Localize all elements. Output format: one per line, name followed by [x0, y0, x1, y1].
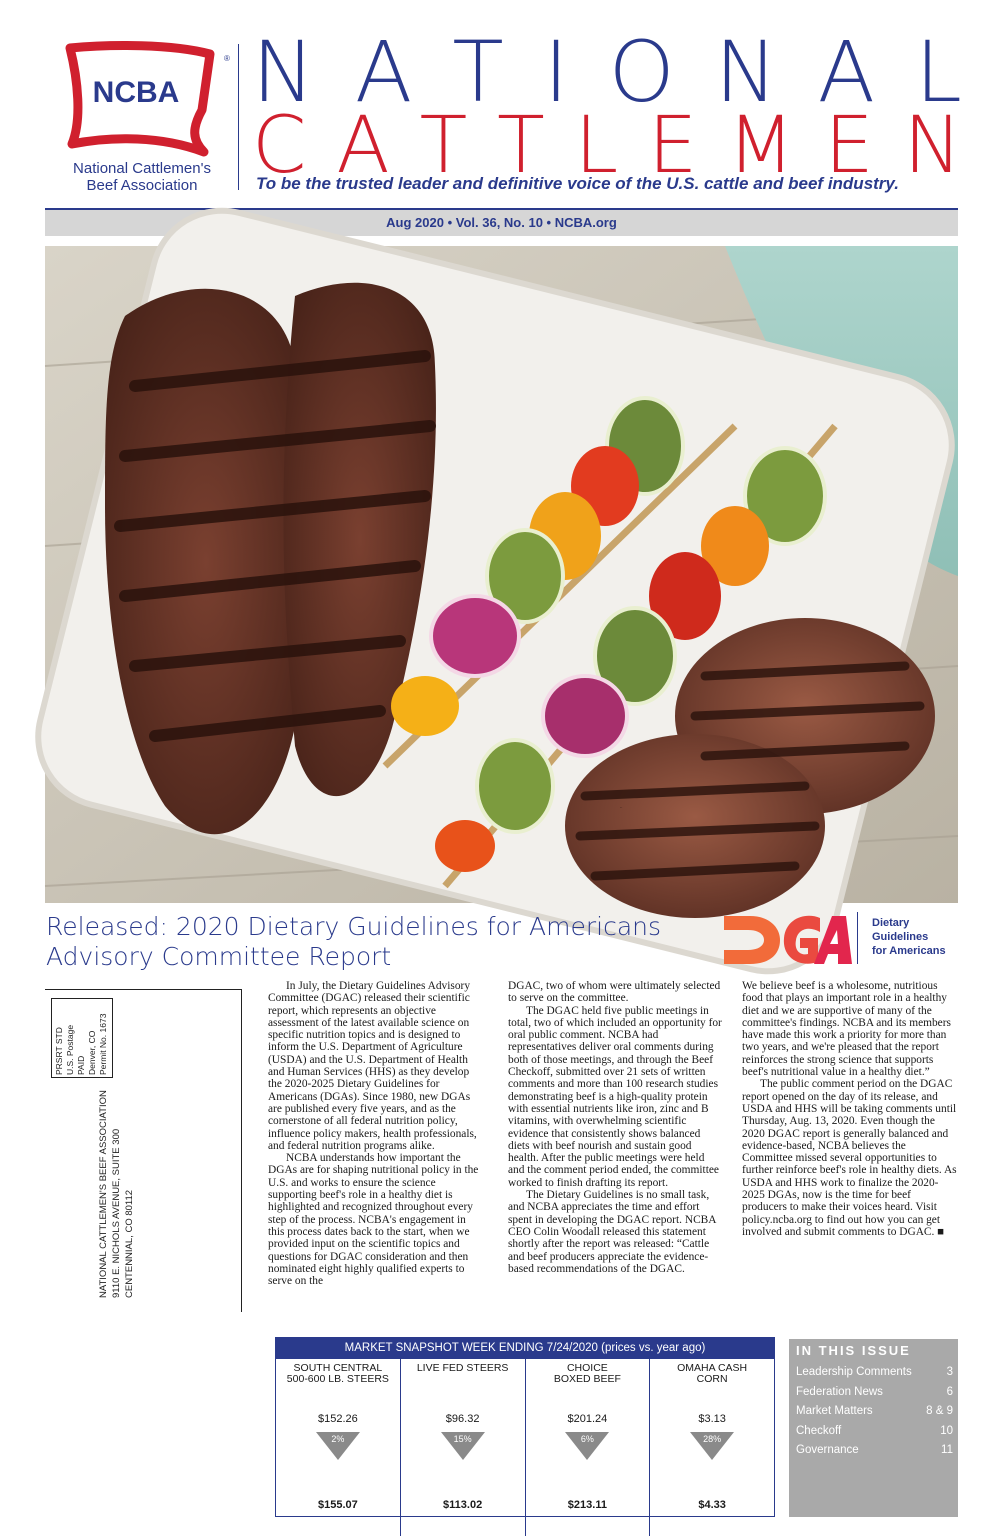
- issue-item-page: 6: [946, 1385, 953, 1398]
- market-item-change: 28%: [703, 1434, 722, 1444]
- article-column-1: [268, 980, 482, 1287]
- market-snapshot: [275, 1337, 775, 1517]
- market-item-name: [276, 1363, 400, 1385]
- indicia-line: Permit No. 1673: [98, 1013, 108, 1075]
- market-snapshot-title: MARKET SNAPSHOT WEEK ENDING 7/24/2020 (prices vs. year ago): [276, 1338, 774, 1359]
- issue-item-page: 8 & 9: [926, 1405, 953, 1417]
- cover-photo: [45, 246, 958, 903]
- indicia-line: U.S. Postage: [65, 1024, 75, 1075]
- dga-wordmark: [872, 916, 946, 958]
- indicia-line: Denver, CO: [87, 1030, 97, 1075]
- article-paragraph: DGAC, two of whom were ultimately selected to serve on the committee.: [508, 980, 721, 1005]
- title-letter: E: [648, 101, 698, 191]
- market-item-name-line: BOXED BEEF: [553, 1373, 621, 1385]
- title-letter: N: [252, 23, 315, 121]
- masthead-divider: [238, 44, 239, 190]
- dga-mark-icon: [620, 808, 852, 968]
- issue-item-label: Checkoff: [796, 1424, 842, 1437]
- title-letter: A: [336, 101, 390, 191]
- dga-wordmark-line: Guidelines: [872, 931, 929, 943]
- market-item-year-ago-price: $213.11: [567, 1499, 607, 1511]
- article-headline: [46, 912, 726, 972]
- title-letter: N: [714, 23, 778, 121]
- market-item-current-price: $152.26: [317, 1413, 358, 1425]
- market-item-name-line: 500-600 LB. STEERS: [286, 1373, 389, 1385]
- issue-item-page: 11: [941, 1444, 953, 1456]
- article-paragraph: NCBA understands how important the DGAs are for shaping nutritional policy in the U.S. and works to ensure the science supporting beef's role in a healthy diet is highlighted and recognized throughout every step of the process. NCBA's engagement in this process dates back to the start, when we provided input on the scientific topics and questions for DGAC consideration and then nominated eight highly qualified experts to serve on the: [268, 1152, 479, 1288]
- issue-item-label: Federation News: [796, 1385, 883, 1398]
- title-letter: L: [915, 23, 962, 121]
- market-item-change: 6%: [580, 1434, 594, 1444]
- logo-subtitle-line: National Cattlemen's: [73, 160, 211, 177]
- indicia-text: [54, 1014, 109, 1075]
- market-item-name-line: CORN: [696, 1373, 728, 1385]
- dga-wordmark-line: for Americans: [872, 945, 946, 957]
- market-item: [526, 1359, 651, 1536]
- article-paragraph: The DGAC held five public meetings in total, two of which included an opportunity for oral public comment. NCBA had representatives deliver oral comments during both of those meetings, and through the Beef Checkoff, submitted over 21 sets of written comments and more than 100 research studies demonstrating beef is a high-quality protein with essential nutrients like iron, zinc and B vitamins, with overwhelming scientific evidence that consistently shows balanced diets with beef nourish and sustain good health. After the public meetings were held and the comment period ended, the committee worked to finish drafting its report.: [508, 1004, 722, 1189]
- market-item-current-price: $201.24: [567, 1413, 608, 1425]
- logo-wordmark: NCBA: [92, 76, 180, 109]
- grilled-steak-platter-image: [45, 246, 958, 903]
- title-letter: I: [543, 23, 569, 121]
- market-item-name: [650, 1363, 774, 1385]
- market-item-year-ago-price: $113.02: [443, 1499, 483, 1511]
- article-paragraph: We believe beef is a wholesome, nutritious food that plays an important role in a healthy diet and we are supportive of many of the committee's findings. NCBA and its members have made this work a priority for more than two years, and we're pleased that the report reinforces the strong science that supports beef's nutritional value in a healthy diet.”: [742, 980, 951, 1079]
- dga-logo: [620, 808, 960, 968]
- headline-line: Advisory Committee Report: [46, 942, 392, 971]
- title-letter: L: [574, 101, 619, 191]
- market-item-change: 2%: [331, 1434, 345, 1444]
- title-letter: T: [419, 101, 468, 191]
- market-item: [276, 1359, 401, 1536]
- mailing-panel: [45, 989, 242, 1312]
- market-item-name-line: CHOICE: [566, 1362, 608, 1374]
- title-letter: C: [252, 101, 307, 191]
- return-address: [97, 1090, 136, 1298]
- title-letter: A: [817, 23, 876, 121]
- article-paragraph: In July, the Dietary Guidelines Advisory Committee (DGAC) released their scientific report, which represents an objective assessment of the latest available science on specific nutrition topics and is designed to inform the U.S. Department of Agriculture (USDA) and the U.S. Department of Health and Human Services (HHS) as they develop the 2020-2025 Dietary Guidelines for Americans (DGAs). Since 1980, new DGAs are published every five years, and as the cornerstone of all federal nutrition policy, influence policy makers, health professionals, and federal nutrition programs alike.: [268, 980, 477, 1152]
- issue-info-bar: Aug 2020 • Vol. 36, No. 10 • NCBA.org: [45, 208, 958, 236]
- market-item: [650, 1359, 774, 1536]
- in-this-issue-list: [796, 1363, 953, 1461]
- issue-item[interactable]: [796, 1422, 953, 1442]
- ncba-logo: [48, 40, 236, 200]
- dga-divider: [857, 912, 858, 964]
- title-letter: N: [903, 101, 962, 191]
- market-item-name: [401, 1363, 525, 1374]
- logo-subtitle: [48, 160, 236, 194]
- market-item-change: 15%: [453, 1434, 472, 1444]
- issue-item[interactable]: [796, 1383, 953, 1403]
- issue-item-label: Governance: [796, 1444, 859, 1456]
- postage-indicia: [51, 998, 113, 1078]
- masthead-tagline: To be the trusted leader and definitive voice of the U.S. cattle and beef industry.: [256, 174, 899, 193]
- address-line: CENTENNIAL, CO 80112: [124, 1189, 135, 1298]
- issue-item[interactable]: [796, 1441, 953, 1461]
- in-this-issue-title: IN THIS ISSUE: [796, 1343, 911, 1358]
- logo-subtitle-line: Beef Association: [86, 177, 198, 194]
- market-item-current-price: $3.13: [698, 1413, 726, 1425]
- headline-line: Released: 2020 Dietary Guidelines for Americans: [46, 912, 662, 941]
- indicia-line: PAID: [76, 1055, 86, 1075]
- in-this-issue-box: [789, 1339, 958, 1517]
- address-line: 9110 E. NICHOLS AVENUE, SUITE 300: [111, 1128, 122, 1298]
- market-item-name-line: OMAHA CASH: [677, 1362, 748, 1374]
- dga-wordmark-line: Dietary: [872, 917, 910, 929]
- issue-item-label: Market Matters: [796, 1405, 873, 1417]
- market-snapshot-cells: [276, 1359, 774, 1536]
- market-item-name: [526, 1363, 650, 1385]
- end-mark-icon: ■: [937, 1225, 945, 1238]
- market-item-year-ago-price: $4.33: [698, 1499, 726, 1511]
- indicia-line: PRSRT STD: [54, 1027, 64, 1075]
- article-paragraph: The Dietary Guidelines is no small task, and NCBA appreciates the time and effort spent in developing the DGAC report. NCBA CEO Colin Woodall released this statement shortly after the report was released: “Cattle and beef producers appreciate the evidence-based recommendations of the DGAC.: [508, 1189, 716, 1275]
- article-paragraph: The public comment period on the DGAC report opened on the day of its release, and USDA and HHS will be taking comments until Thursday, Aug. 13, 2020. Even though the 2020 DGAC report is generally balanced and evidence-based, NCBA believes the Committee missed several opportunities to further reinforce beef's role in healthy diets. As USDA and HHS work to finalize the 2020-2025 DGAs, now is the time for beef producers to make their voices heard. Visit policy.ncba.org to find out how you can get involved and submit comments to DGAC.: [742, 1078, 957, 1238]
- article-column-2: [508, 980, 722, 1275]
- issue-item[interactable]: [796, 1363, 953, 1383]
- title-letter: E: [824, 101, 874, 191]
- market-item-current-price: $96.32: [445, 1413, 480, 1425]
- address-line: NATIONAL CATTLEMEN'S BEEF ASSOCIATION: [98, 1090, 109, 1298]
- issue-item-label: Leadership Comments: [796, 1366, 912, 1378]
- title-letter: T: [497, 101, 545, 191]
- article-column-3: [742, 980, 958, 1238]
- title-letter: O: [608, 23, 675, 121]
- issue-item-page: 10: [940, 1424, 953, 1437]
- dga-mark-text: DGA: [620, 808, 623, 809]
- issue-item-page: 3: [946, 1366, 953, 1378]
- market-item-name-line: LIVE FED STEERS: [416, 1362, 509, 1374]
- market-item: [401, 1359, 526, 1536]
- title-letter: A: [354, 23, 413, 121]
- market-item-name-line: SOUTH CENTRAL: [293, 1362, 383, 1374]
- registered-mark-icon: ®: [224, 54, 230, 63]
- title-letter: M: [727, 101, 795, 191]
- title-letter: T: [452, 23, 504, 121]
- market-item-year-ago-price: $155.07: [317, 1499, 358, 1511]
- ncba-flag-icon: [52, 40, 228, 158]
- issue-item[interactable]: [796, 1402, 953, 1422]
